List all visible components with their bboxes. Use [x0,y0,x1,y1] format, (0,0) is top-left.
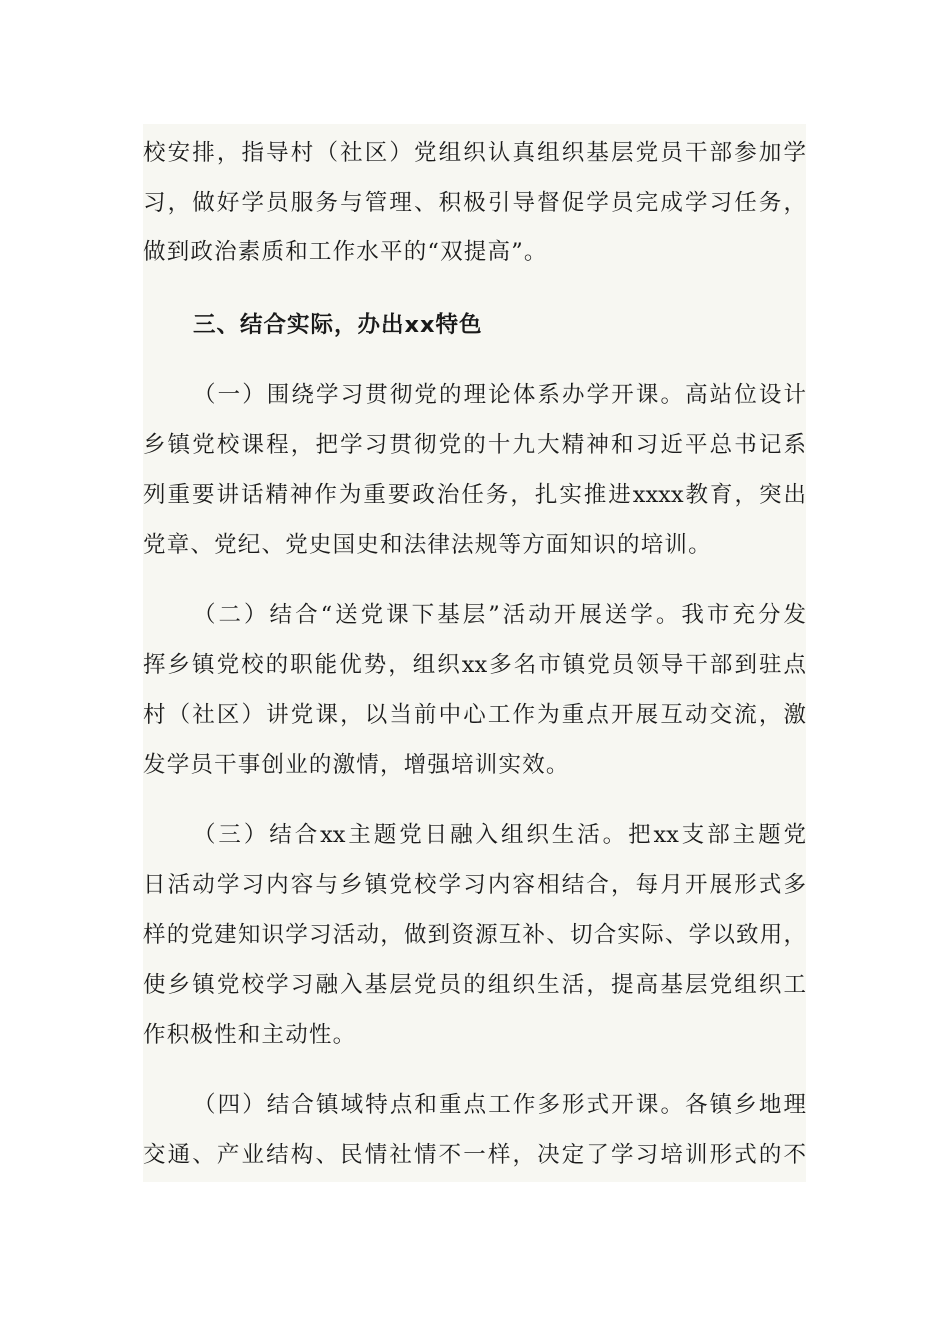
paragraph-line: 做到政治素质和工作水平的“双提高”。 [143,239,548,265]
paragraph-line: 村（社区）讲党课，以当前中心工作为重点开展互动交流，激 [143,702,806,728]
paragraph-line: 作积极性和主动性。 [143,1022,357,1048]
paragraph-line: 习，做好学员服务与管理、积极引导督促学员完成学习任务， [143,190,806,216]
paragraph-line: 样的党建知识学习活动，做到资源互补、切合实际、学以致用， [143,922,806,948]
paragraph-line: 党章、党纪、党史国史和法律法规等方面知识的培训。 [143,532,712,558]
paragraph-line: 发学员干事创业的激情，增强培训实效。 [143,752,570,778]
paragraph-line: 使乡镇党校学习融入基层党员的组织生活，提高基层党组织工 [143,972,806,998]
paragraph-line: （一）围绕学习贯彻党的理论体系办学开课。高站位设计 [193,382,806,408]
paragraph-line: （二）结合“送党课下基层”活动开展送学。我市充分发 [193,602,806,628]
section-heading: 三、结合实际，办出xx特色 [193,312,483,338]
paragraph-line: 日活动学习内容与乡镇党校学习内容相结合，每月开展形式多 [143,872,806,898]
paragraph-line: （四）结合镇域特点和重点工作多形式开课。各镇乡地理 [193,1092,806,1118]
paragraph-line: 交通、产业结构、民情社情不一样，决定了学习培训形式的不 [143,1142,806,1168]
paragraph-line: （三）结合xx主题党日融入组织生活。把xx支部主题党 [193,822,806,848]
paragraph-line: 乡镇党校课程，把学习贯彻党的十九大精神和习近平总书记系 [143,432,806,458]
document-page [143,124,806,1182]
paragraph-line: 挥乡镇党校的职能优势，组织xx多名市镇党员领导干部到驻点 [143,652,806,678]
paragraph-line: 列重要讲话精神作为重要政治任务，扎实推进xxxx教育，突出 [143,482,806,508]
paragraph-line: 校安排，指导村（社区）党组织认真组织基层党员干部参加学 [143,140,806,166]
